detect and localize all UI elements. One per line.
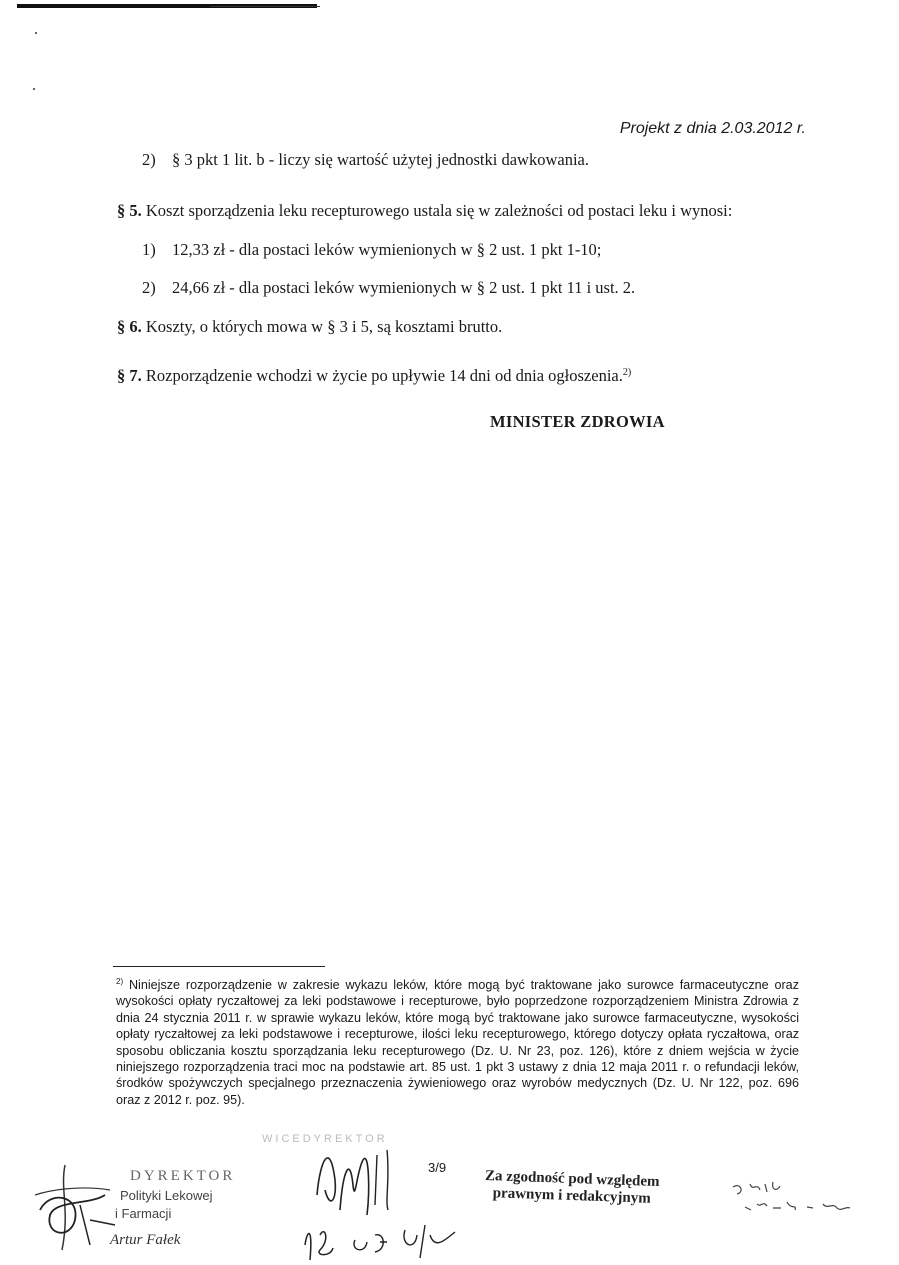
item-number: 2) (142, 278, 156, 297)
footnote-reference: 2) (622, 367, 632, 378)
paragraph-6-text: Koszty, o których mowa w § 3 i 5, są kosztami brutto. (145, 317, 503, 336)
conformity-stamp (461, 1167, 682, 1209)
paragraph-7-text: Rozporządzenie wchodzi w życie po upływie 14 dni od dnia ogłoszenia. (145, 366, 623, 385)
signature-middle (295, 1140, 465, 1265)
paragraph-5-text: Koszt sporządzenia leku recepturowego ustala się w zależności od postaci leku i wynosi: (145, 201, 733, 220)
conformity-stamp-line1: Za zgodność pod względem (484, 1167, 660, 1191)
paragraph-6 (117, 317, 502, 337)
item-2-text: § 3 pkt 1 lit. b - liczy się wartość użytej jednostki dawkowania. (172, 150, 589, 169)
paragraph-7-marker: § 7. (117, 366, 142, 385)
item-2 (142, 150, 589, 170)
paragraph-5 (117, 201, 732, 221)
director-title: DYREKTOR (130, 1168, 236, 1184)
project-date: Projekt z dnia 2.03.2012 r. (619, 120, 806, 137)
item-text: 24,66 zł - dla postaci leków wymienionych w § 2 ust. 1 pkt 11 i ust. 2. (172, 278, 636, 297)
page-number: 3/9 (428, 1160, 447, 1175)
signature-right (725, 1172, 855, 1222)
scan-speck (35, 32, 37, 34)
footnote-rule (113, 966, 325, 967)
signatory-title: MINISTER ZDROWIA (490, 412, 665, 431)
paragraph-5-item-1 (142, 240, 601, 260)
paragraph-5-marker: § 5. (117, 201, 142, 220)
paragraph-7 (117, 366, 631, 386)
footnote-marker: 2) (116, 977, 124, 986)
director-name: Artur Fałek (110, 1232, 181, 1248)
footnote (116, 974, 799, 1108)
top-rule-thin (210, 6, 320, 7)
paragraph-6-marker: § 6. (117, 317, 142, 336)
paragraph-5-item-2 (142, 278, 635, 298)
faint-stamp: WICEDYREKTOR (262, 1133, 388, 1145)
director-department-line1: Polityki Lekowej (120, 1188, 213, 1203)
item-number: 1) (142, 240, 156, 259)
item-text: 12,33 zł - dla postaci leków wymienionych w § 2 ust. 1 pkt 1-10; (172, 240, 602, 259)
signature-left (20, 1150, 140, 1260)
item-2-number: 2) (142, 150, 156, 169)
director-department-line2: i Farmacji (115, 1206, 172, 1221)
conformity-stamp-line2: prawnym i redakcyjnym (492, 1185, 651, 1207)
footnote-text: Niniejsze rozporządzenie w zakresie wykazu leków, które mogą być traktowane jako surowce farmaceutyczne oraz wysokości opłaty ryczałtowej za leki podstawowe i recepturowe, było poprzedzone rozporządzeniem Ministra Zdrowia z dnia 24 stycznia 2011 r. w sprawie wykazu leków, które mogą być traktowane jako surowce farmaceutyczne, wysokości opłaty ryczałtowej za leki podstawowe i recepturowe, ilości leku recepturowego, którego dotyczy opłata ryczałtowa, oraz sposobu obliczania kosztu sporządzania leku recepturowego (Dz. U. Nr 23, poz. 126), które z dniem wejścia w życie niniejszego rozporządzenia traci moc na podstawie art. 85 ust. 1 pkt 3 ustawy z dnia 12 maja 2011 r. o refundacji leków, środków spożywczych specjalnego przeznaczenia żywieniowego oraz wyrobów medycznych (Dz. U. Nr 122, poz. 696 oraz z 2012 r. poz. 95). (116, 978, 799, 1107)
scan-speck (33, 88, 35, 90)
